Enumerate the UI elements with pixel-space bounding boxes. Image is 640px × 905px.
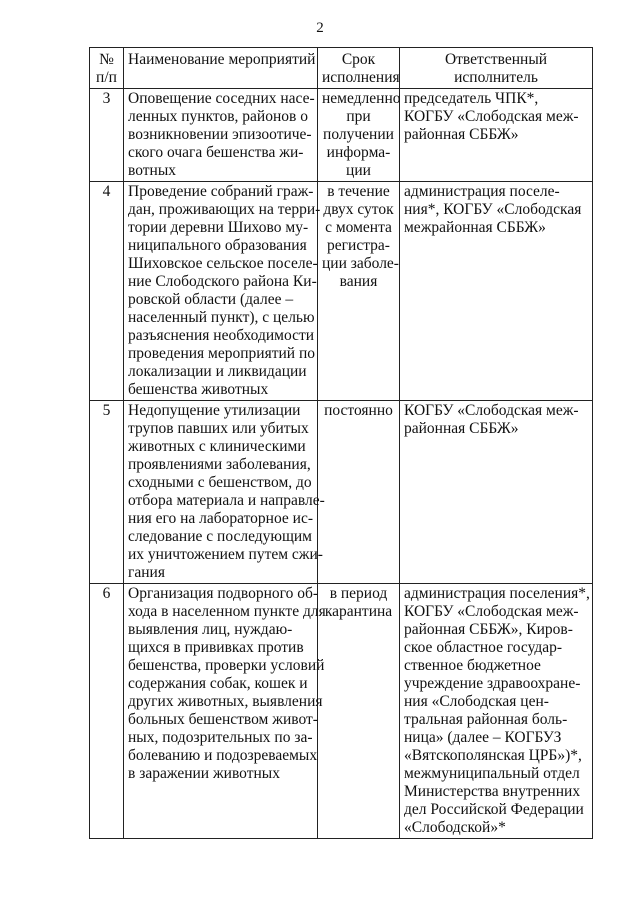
measure-responsible: [400, 584, 593, 839]
text-line: межрайонная СББЖ»: [404, 219, 546, 236]
text-line: ница» (далее – КОГБУЗ: [404, 729, 562, 746]
measure-responsible: [400, 401, 593, 584]
text-line: возникновении эпизоотиче-: [128, 126, 312, 143]
text-line: регистра-: [327, 237, 390, 254]
text-line: Оповещение соседних насе-: [128, 90, 315, 107]
text-line: Ответственный: [444, 51, 548, 68]
text-line: населенный пункт), с целью: [128, 309, 315, 326]
measure-name: [124, 182, 321, 401]
text-line: в период: [329, 585, 388, 602]
text-line: КОГБУ «Слободская меж-: [404, 108, 579, 125]
text-line: получении: [323, 126, 394, 143]
text-line: сходными с бешенством, до: [128, 474, 312, 491]
text-line: районная СББЖ», Киров-: [404, 621, 573, 638]
text-line: бешенства, проверки условий: [128, 657, 325, 674]
table-row: [90, 584, 593, 839]
text-line: их уничтожением путем сжи-: [128, 546, 323, 563]
text-line: №: [99, 51, 114, 68]
text-line: тральная районная боль-: [404, 711, 568, 728]
text-line: п/п: [96, 69, 117, 86]
measure-term: [318, 89, 400, 182]
text-line: щихся в прививках против: [128, 639, 304, 656]
text-line: ния его на лабораторное ис-: [128, 510, 313, 527]
header-num: [90, 48, 124, 89]
text-line: районная СББЖ»: [404, 420, 519, 437]
text-line: Наименование мероприятий: [128, 51, 316, 68]
text-line: Шиховское сельское поселе-: [128, 255, 318, 272]
text-line: ского очага бешенства жи-: [128, 144, 304, 161]
header-term: [318, 48, 400, 89]
page-number: 2: [316, 20, 324, 36]
text-line: КОГБУ «Слободская меж-: [404, 402, 579, 419]
text-line: гания: [128, 564, 165, 581]
header-responsible: [400, 48, 593, 89]
table-row: [90, 89, 593, 182]
text-line: животных с клиническими: [128, 438, 306, 455]
text-line: с момента: [325, 219, 392, 236]
text-line: ния «Слободская цен-: [404, 693, 549, 710]
text-line: Проведение собраний граж-: [128, 183, 314, 200]
table-row: [90, 401, 593, 584]
text-line: отбора материала и направле-: [128, 492, 325, 509]
text-line: в заражении животных: [128, 765, 280, 782]
text-line: ния*, КОГБУ «Слободская: [404, 201, 582, 218]
text-line: болеванию и подозреваемых: [128, 747, 318, 764]
text-line: ных, подозрительных по за-: [128, 729, 313, 746]
text-line: Министерства внутренних: [404, 783, 581, 800]
measure-responsible: [400, 182, 593, 401]
text-line: районная СББЖ»: [404, 126, 519, 143]
text-line: ние Слободского района Ки-: [128, 273, 317, 290]
text-line: ственное бюджетное: [404, 657, 541, 674]
text-line: дел Российской Федерации: [404, 801, 584, 818]
text-line: Срок: [341, 51, 376, 68]
text-line: бешенства животных: [128, 381, 269, 398]
text-line: следование с последующим: [128, 528, 312, 545]
text-line: при: [346, 108, 371, 125]
measure-term: [318, 182, 400, 401]
text-line: ровской области (далее –: [128, 291, 294, 308]
text-line: Организация подворного об-: [128, 585, 319, 602]
measure-responsible: [400, 89, 593, 182]
row-number: 4: [90, 182, 124, 401]
text-line: ское областное государ-: [404, 639, 563, 656]
text-line: КОГБУ «Слободская меж-: [404, 603, 579, 620]
table-row: [90, 182, 593, 401]
text-line: трупов павших или убитых: [128, 420, 309, 437]
text-line: ции заболе-: [322, 255, 399, 272]
text-line: ленных пунктов, районов о: [128, 108, 308, 125]
text-line: разъяснения необходимости: [128, 327, 315, 344]
text-line: больных бешенством живот-: [128, 711, 318, 728]
text-line: карантина: [324, 603, 393, 620]
measure-name: [124, 401, 325, 584]
header-name: [124, 48, 318, 89]
text-line: выявления лиц, нуждаю-: [128, 621, 293, 638]
row-number: 5: [90, 401, 124, 584]
text-line: учреждение здравоохране-: [404, 675, 581, 692]
text-line: администрация поселения*,: [404, 585, 590, 602]
text-line: информа-: [326, 144, 391, 161]
measure-name: [124, 584, 326, 839]
text-line: дан, проживающих на терри-: [128, 201, 321, 218]
measure-term: [318, 401, 400, 584]
text-line: проявлениями заболевания,: [128, 456, 311, 473]
text-line: Недопущение утилизации: [128, 402, 301, 419]
table-header-row: [90, 48, 593, 89]
text-line: «Вятскополянская ЦРБ»)*,: [404, 747, 582, 764]
text-line: локализации и ликвидации: [128, 363, 307, 380]
text-line: содержания собак, кошек и: [128, 675, 308, 692]
text-line: тории деревни Шихово му-: [128, 219, 309, 236]
text-line: исполнения: [322, 69, 400, 86]
text-line: проведения мероприятий по: [128, 345, 315, 362]
text-line: администрация поселе-: [404, 183, 560, 200]
text-line: в течение: [327, 183, 390, 200]
text-line: межмуниципальный отдел: [404, 765, 580, 782]
text-line: немедленно: [322, 90, 401, 107]
measure-term: [318, 584, 400, 839]
text-line: вотных: [128, 162, 176, 179]
text-line: ции: [346, 162, 371, 179]
text-line: двух суток: [323, 201, 394, 218]
text-line: других животных, выявления: [128, 693, 323, 710]
row-number: 6: [90, 584, 124, 839]
text-line: исполнитель: [454, 69, 538, 86]
text-line: хода в населенном пункте для: [128, 603, 326, 620]
row-number: 3: [90, 89, 124, 182]
text-line: «Слободской»*: [404, 819, 506, 836]
text-line: вания: [339, 273, 378, 290]
text-line: ниципального образования: [128, 237, 307, 254]
measures-table: [89, 47, 593, 839]
text-line: председатель ЧПК*,: [404, 90, 539, 107]
text-line: постоянно: [324, 402, 393, 419]
measure-name: [124, 89, 318, 182]
